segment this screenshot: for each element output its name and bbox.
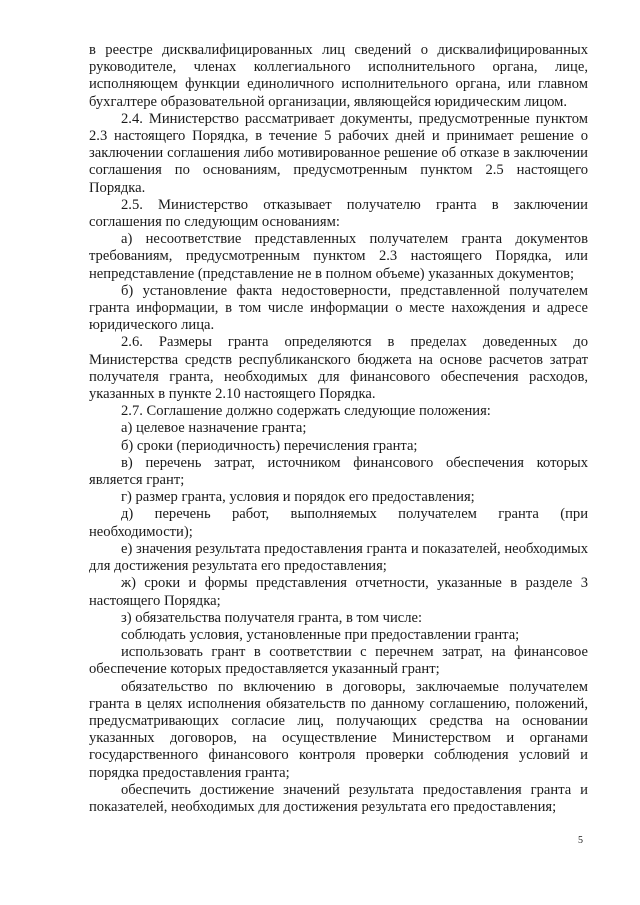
paragraph-2-7-b: б) сроки (периодичность) перечисления гранта;	[121, 437, 418, 454]
paragraph-obligation-use-grant: использовать грант в соответствии с перечнем затрат, на финансовое обеспечение которых предоставляется указанный грант;	[89, 644, 588, 678]
paragraph-2-6: 2.6. Размеры гранта определяются в пределах доведенных до Министерства средств республиканского бюджета на основе расчетов затрат получателя гранта, необходимых для финансового обеспечения расходов, указанных в пункте 2.10 настоящего Порядка.	[89, 334, 588, 403]
paragraph-obligation-results: обеспечить достижение значений результата предоставления гранта и показателей, необходимых для достижения результата его предоставления;	[89, 781, 588, 815]
paragraph-2-7-d: д) перечень работ, выполняемых получателем гранта (при необходимости);	[89, 506, 588, 540]
paragraph-disqualified-registry: в реестре дисквалифицированных лиц сведений о дисквалифицированных руководителе, членах коллегиального исполнительного органа, лице, исполняющем функции единоличного исполнительного органа, или главном бухгалтере образовательной организации, являющейся юридическим лицом.	[89, 42, 588, 110]
paragraph-2-7-v: в) перечень затрат, источником финансового обеспечения которых является грант;	[89, 454, 588, 489]
paragraph-2-4: 2.4. Министерство рассматривает документы, предусмотренные пунктом 2.3 настоящего Порядка, в течение 5 рабочих дней и принимает решение о заключении соглашения либо мотивированное решение об отказе в заключении соглашения по основаниям, предусмотренным пунктом 2.5 настоящего Порядка.	[89, 110, 588, 196]
paragraph-2-7-zh: ж) сроки и формы представления отчетности, указанные в разделе 3 настоящего Порядка;	[89, 575, 588, 609]
paragraph-2-7-a: а) целевое назначение гранта;	[121, 420, 307, 437]
page-number: 5	[578, 835, 583, 846]
paragraph-2-7: 2.7. Соглашение должно содержать следующие положения:	[121, 403, 491, 420]
paragraph-2-5: 2.5. Министерство отказывает получателю гранта в заключении соглашения по следующим основаниям:	[89, 196, 588, 231]
paragraph-obligation-conditions: соблюдать условия, установленные при предоставлении гранта;	[121, 626, 520, 643]
paragraph-2-7-g: г) размер гранта, условия и порядок его предоставления;	[121, 489, 475, 506]
document-body	[89, 42, 588, 816]
paragraph-2-7-z: з) обязательства получателя гранта, в том числе:	[121, 609, 423, 626]
paragraph-obligation-contracts: обязательство по включению в договоры, заключаемые получателем гранта в целях исполнения обязательств по данному соглашению, положений, предусматривающих согласие лиц, получающих средства на основании указанных договоров, на осуществление Министерством и органами государственного финансового контроля проверки соблюдения условий и порядка предоставления гранта;	[89, 678, 588, 781]
paragraph-2-5-a: а) несоответствие представленных получателем гранта документов требованиям, предусмотренным пунктом 2.3 настоящего Порядка, или непредставление (представление не в полном объеме) указанных документов;	[89, 231, 588, 282]
paragraph-2-5-b: б) установление факта недостоверности, представленной получателем гранта информации, в том числе информации о месте нахождения и адресе юридического лица.	[89, 282, 588, 334]
paragraph-2-7-e: е) значения результата предоставления гранта и показателей, необходимых для достижения результата его предоставления;	[89, 540, 588, 575]
